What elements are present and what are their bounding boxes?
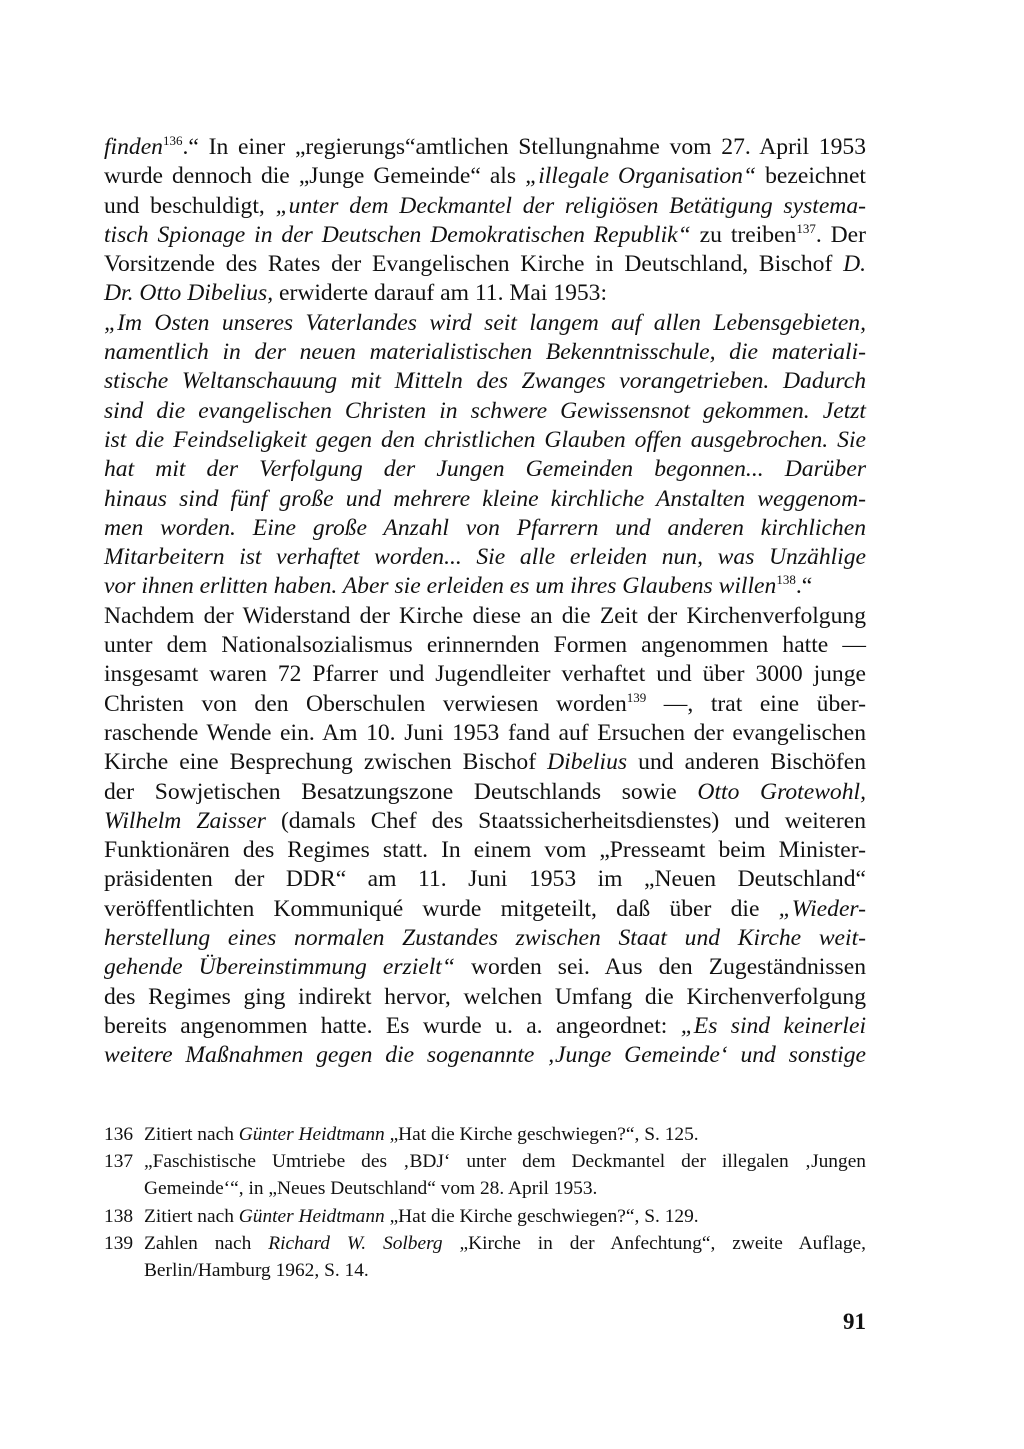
italic-text: sind die evangelischen Christen in schwere Gewissensnot gekommen. Jetzt xyxy=(104,397,866,424)
text-line xyxy=(104,309,866,338)
text-segment: insgesamt waren 72 Pfarrer und Jugendleiter verhaftet und über 3000 junge xyxy=(104,661,866,688)
italic-text: men worden. Eine große Anzahl von Pfarrern und anderen kirchlichen xyxy=(104,514,866,541)
italic-text: tisch Spionage in der Deutschen Demokratischen Republik“ xyxy=(104,221,691,248)
italic-text: herstellung eines normalen Zustandes zwischen Staat und Kirche weit- xyxy=(104,925,866,952)
footnote-line xyxy=(144,1257,866,1284)
text-segment: .“ xyxy=(795,573,813,600)
text-segment: veröffentlichten Kommuniqué wurde mitgeteilt, daß über die xyxy=(104,895,779,922)
main-text xyxy=(104,133,866,1071)
footnote-number: 138 xyxy=(104,1205,134,1227)
footnote-text xyxy=(144,1121,866,1148)
text-line xyxy=(104,631,866,660)
text-segment: Nachdem der Widerstand der Kirche diese an die Zeit der Kirchenverfolgung xyxy=(104,602,866,629)
text-line xyxy=(104,953,866,982)
text-segment: —, trat eine über- xyxy=(646,690,866,717)
footnote-number: 137 xyxy=(104,1151,134,1173)
italic-text: Dr. Otto Dibelius, xyxy=(104,280,274,307)
text-segment: „Faschistische Umtriebe des ‚BDJ‘ unter dem Deckmantel der illegalen ‚Jungen xyxy=(144,1151,866,1173)
footnote-text xyxy=(144,1203,866,1230)
text-segment: der Sowjetischen Besatzungszone Deutschlands sowie xyxy=(104,778,698,805)
italic-text: D. xyxy=(843,251,866,278)
text-segment: und anderen Bischöfen xyxy=(627,749,866,776)
text-segment: . Der xyxy=(815,221,866,248)
text-segment: .“ In einer „regierungs“amtlichen Stellungnahme vom 27. April 1953 xyxy=(182,134,866,160)
text-line xyxy=(104,514,866,543)
footnote xyxy=(104,1121,866,1148)
footnote-reference: 137 xyxy=(796,220,816,236)
text-line xyxy=(104,1041,866,1070)
italic-text: Günter Heidtmann xyxy=(238,1124,385,1145)
italic-text: „Wieder- xyxy=(778,895,866,922)
italic-text: Wilhelm Zaisser xyxy=(104,807,266,834)
text-line xyxy=(104,836,866,865)
italic-text: „Es sind keinerlei xyxy=(680,1012,867,1039)
italic-text: ist die Feindseligkeit gegen den christlichen Glauben offen ausgebrochen. Sie xyxy=(104,426,866,453)
text-line xyxy=(104,660,866,689)
italic-text: namentlich in der neuen materialistischen Bekenntnisschule, die materiali- xyxy=(104,339,866,366)
text-segment: Zitiert nach xyxy=(144,1124,239,1145)
footnote-line xyxy=(144,1230,866,1257)
text-line xyxy=(104,250,866,279)
footnote-text xyxy=(144,1230,866,1284)
italic-text: weitere Maßnahmen gegen die sogenannte ‚Junge Gemeinde‘ und sonstige xyxy=(104,1042,866,1069)
text-segment: „Hat die Kirche geschwiegen?“, S. 129. xyxy=(384,1205,699,1227)
italic-text: gehende Übereinstimmung erzielt“ xyxy=(104,954,455,981)
text-segment: präsidenten der DDR“ am 11. Juni 1953 im „Neuen Deutschland“ xyxy=(104,866,866,893)
footnote-number: 139 xyxy=(104,1232,134,1254)
footnote xyxy=(104,1203,866,1230)
footnote-line xyxy=(144,1203,866,1230)
text-line xyxy=(104,895,866,924)
text-line xyxy=(104,1012,866,1041)
footnote-line xyxy=(144,1148,866,1175)
text-segment: unter dem Nationalsozialismus erinnernden Formen angenommen hatte — xyxy=(104,632,866,659)
text-line xyxy=(104,426,866,455)
text-segment: „Kirche in der Anfechtung“, zweite Auflage, xyxy=(442,1232,866,1254)
text-line xyxy=(104,719,866,748)
italic-text: vor ihnen erlitten haben. Aber sie erleiden es um ihres Glaubens willen xyxy=(104,573,777,600)
text-segment: Berlin/Hamburg 1962, S. 14. xyxy=(144,1260,369,1282)
italic-text: Dibelius xyxy=(547,749,628,776)
text-segment: Zahlen nach xyxy=(144,1232,269,1254)
italic-text: „unter dem Deckmantel der religiösen Betätigung systema- xyxy=(275,192,866,219)
text-segment: des Regimes ging indirekt hervor, welchen Umfang die Kirchenverfolgung xyxy=(104,983,866,1010)
text-segment: Gemeinde‘“, in „Neues Deutschland“ vom 28. April 1953. xyxy=(144,1178,598,1200)
italic-text: „Im Osten unseres Vaterlandes wird seit langem auf allen Lebensgebieten, xyxy=(104,309,866,336)
italic-text: hinaus sind fünf große und mehrere kleine kirchliche Anstalten weggenom- xyxy=(104,485,866,512)
footnotes xyxy=(104,1121,866,1284)
footnote xyxy=(104,1230,866,1284)
text-line xyxy=(104,748,866,777)
italic-text: Günter Heidtmann xyxy=(238,1205,385,1227)
text-line xyxy=(104,543,866,572)
text-line xyxy=(104,221,866,250)
text-line xyxy=(104,367,866,396)
footnote-line xyxy=(144,1121,866,1148)
text-line xyxy=(104,572,866,601)
text-segment: Vorsitzende des Rates der Evangelischen Kirche in Deutschland, Bischof xyxy=(104,251,844,278)
text-line xyxy=(104,338,866,367)
text-segment: wurde dennoch die „Junge Gemeinde“ als xyxy=(104,163,526,190)
footnote-reference: 136 xyxy=(162,133,183,148)
text-segment: (damals Chef des Staatssicherheitsdienstes) und weiteren xyxy=(265,807,867,834)
footnote-reference: 138 xyxy=(776,572,796,588)
footnote-number: 136 xyxy=(104,1124,134,1145)
page-number: 91 xyxy=(843,1309,866,1334)
text-segment: Christen von den Oberschulen verwiesen worden xyxy=(104,690,627,717)
text-line xyxy=(104,807,866,836)
text-segment: Funktionären des Regimes statt. In einem vom „Presseamt beim Minister- xyxy=(104,837,866,864)
text-line xyxy=(104,602,866,631)
text-line xyxy=(104,133,866,162)
text-line xyxy=(104,162,866,191)
italic-text: Otto Grotewohl, xyxy=(697,778,866,805)
text-segment: Zitiert nach xyxy=(144,1205,239,1227)
text-segment: zu treiben xyxy=(690,221,797,248)
text-line xyxy=(104,778,866,807)
text-segment: und beschuldigt, xyxy=(104,192,276,219)
footnote-line xyxy=(144,1175,866,1202)
text-line xyxy=(104,865,866,894)
italic-text: hat mit der Verfolgung der Jungen Gemeinden begonnen... Darüber xyxy=(104,456,866,483)
text-line xyxy=(104,397,866,426)
text-segment: Kirche eine Besprechung zwischen Bischof xyxy=(104,749,548,776)
text-segment: erwiderte darauf am 11. Mai 1953: xyxy=(273,280,608,307)
text-segment: worden sei. Aus den Zugeständnissen xyxy=(454,954,866,981)
text-segment: bezeichnet xyxy=(756,163,866,190)
footnote-reference: 139 xyxy=(626,689,647,705)
footnote xyxy=(104,1148,866,1202)
italic-text: finden xyxy=(104,134,163,160)
footnote-text xyxy=(144,1148,866,1202)
italic-text: Richard W. Solberg xyxy=(268,1232,443,1254)
italic-text: „illegale Organisation“ xyxy=(525,163,757,190)
italic-text: Mitarbeitern ist verhaftet worden... Sie alle erleiden nun, was Unzählige xyxy=(104,544,866,571)
text-segment: bereits angenommen hatte. Es wurde u. a. angeordnet: xyxy=(104,1012,681,1039)
text-line xyxy=(104,279,866,308)
text-line xyxy=(104,924,866,953)
text-line xyxy=(104,455,866,484)
italic-text: stische Weltanschauung mit Mitteln des Zwanges vorangetrieben. Dadurch xyxy=(104,368,866,395)
text-line xyxy=(104,690,866,719)
text-line xyxy=(104,192,866,221)
text-line xyxy=(104,983,866,1012)
text-segment: raschende Wende ein. Am 10. Juni 1953 fand auf Ersuchen der evangelischen xyxy=(104,719,866,746)
text-segment: „Hat die Kirche geschwiegen?“, S. 125. xyxy=(384,1124,699,1145)
text-line xyxy=(104,485,866,514)
